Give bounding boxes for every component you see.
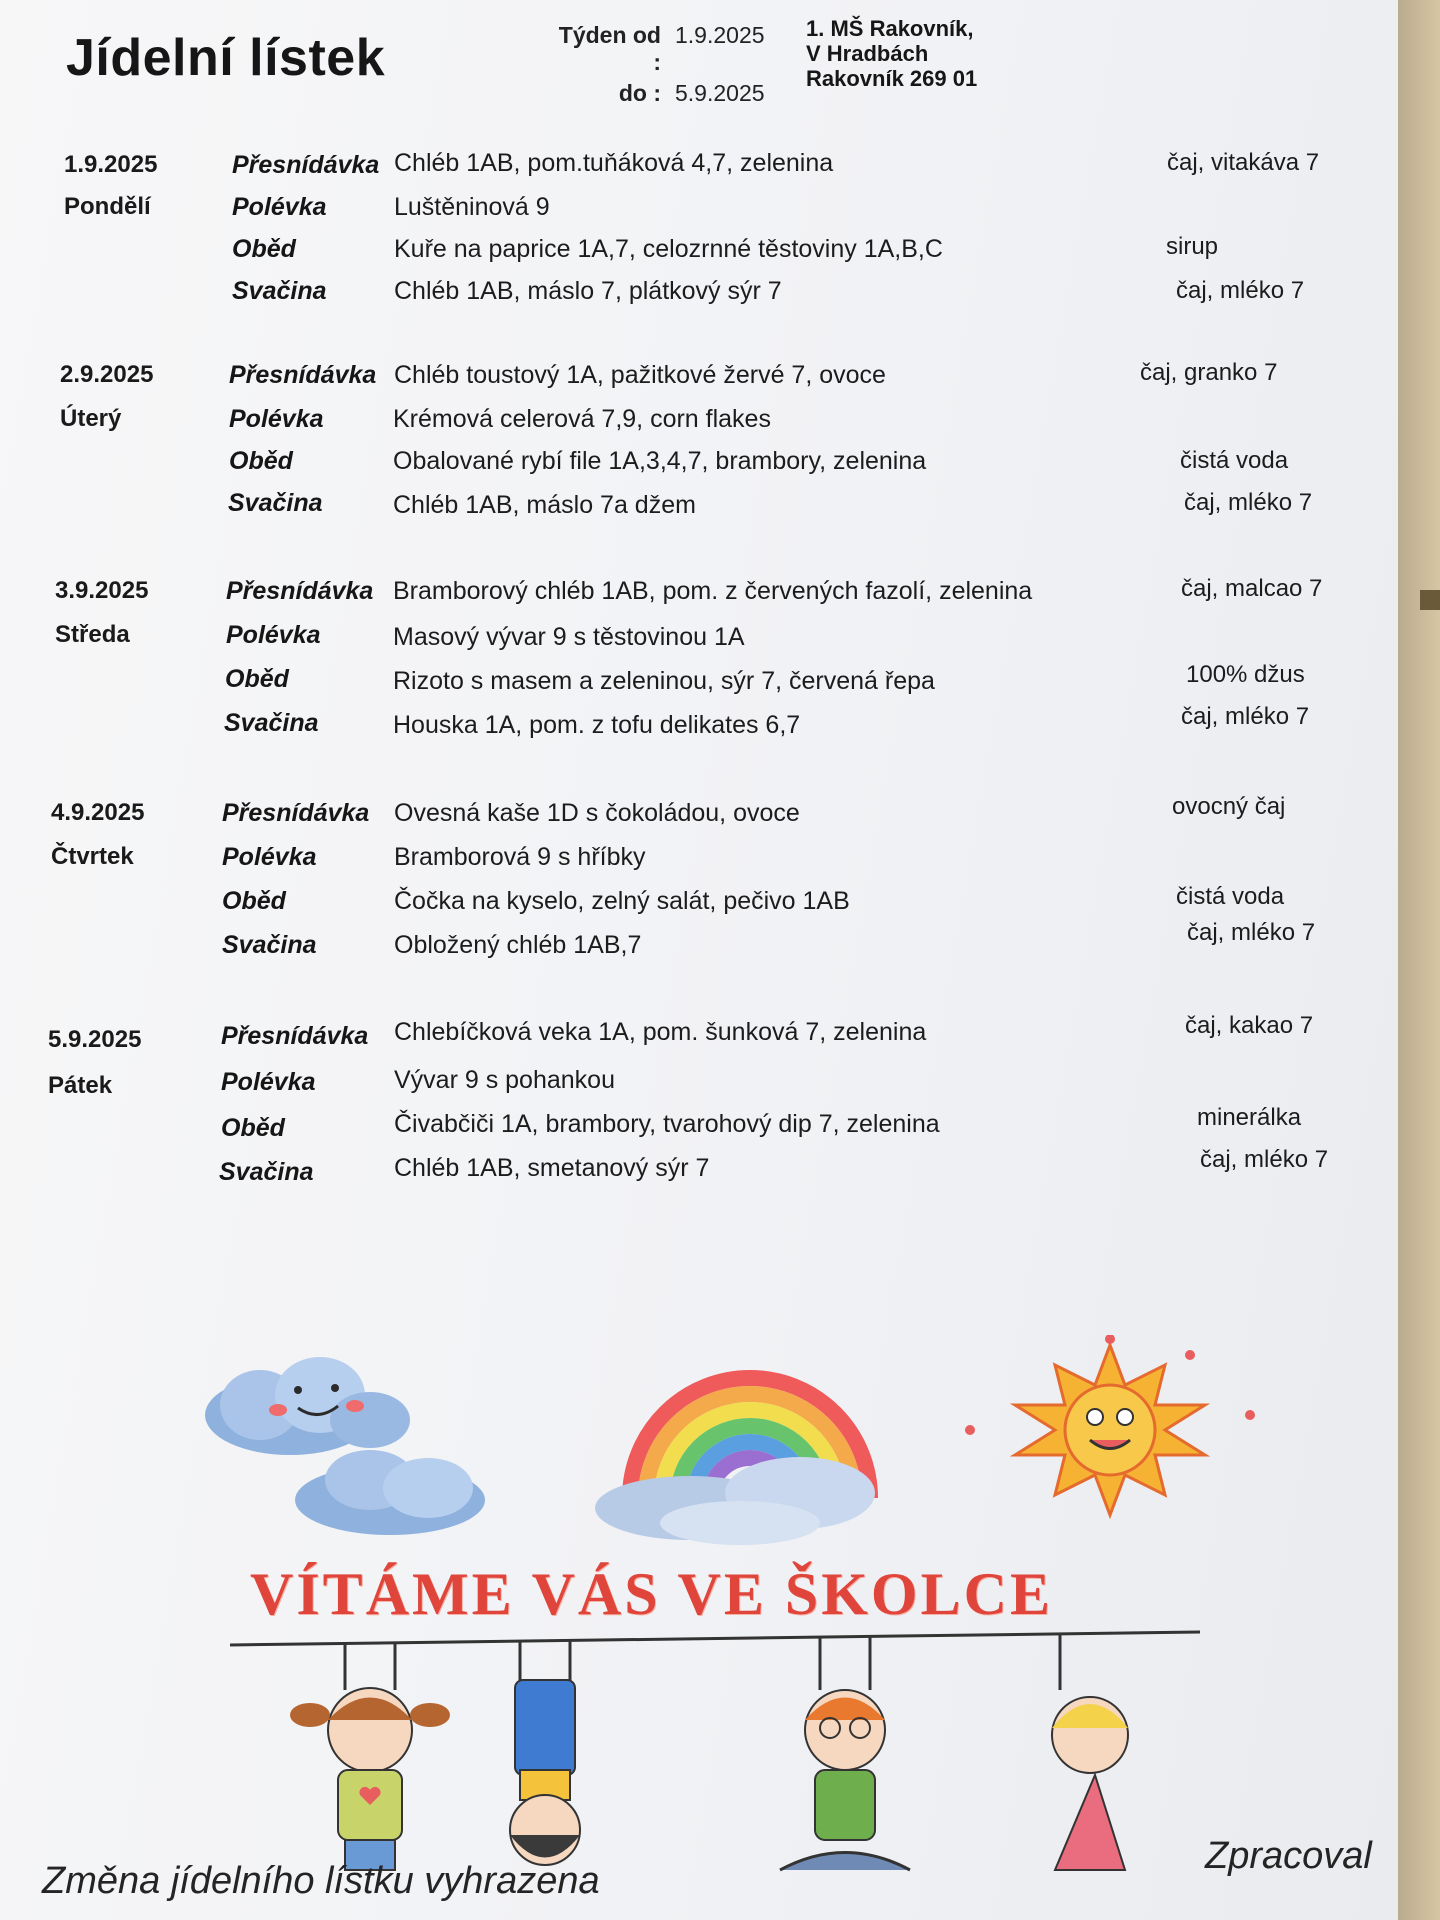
meal-drink: čaj, mléko 7 [1176, 277, 1305, 304]
meal-drink: čaj, granko 7 [1140, 359, 1278, 386]
meal-type: Polévka [226, 621, 321, 649]
meal-type: Svačina [224, 709, 319, 737]
meal-drink: čistá voda [1176, 883, 1285, 910]
meal-description: Masový vývar 9 s těstovinou 1A [393, 623, 745, 651]
meal-description: Chléb toustový 1A, pažitkové žervé 7, ovoce [394, 361, 886, 389]
day-date: 2.9.2025 [60, 361, 154, 388]
meal-description: Chléb 1AB, máslo 7a džem [393, 491, 696, 519]
meal-type: Polévka [229, 405, 324, 433]
meal-type: Oběd [222, 887, 286, 915]
meal-drink: 100% džus [1186, 661, 1305, 688]
table-edge [1420, 590, 1440, 610]
meal-row [0, 441, 1398, 483]
meal-type: Oběd [232, 235, 296, 263]
school-address [806, 16, 977, 91]
meal-row [0, 187, 1398, 229]
meal-description: Vývar 9 s pohankou [394, 1066, 615, 1094]
meal-row [0, 229, 1398, 271]
day-date: 3.9.2025 [55, 577, 149, 604]
meal-type: Přesnídávka [229, 361, 377, 389]
meal-type: Polévka [222, 843, 317, 871]
meal-description: Obalované rybí file 1A,3,4,7, brambory, zelenina [393, 447, 927, 475]
school-city: Rakovník 269 01 [806, 66, 978, 91]
meal-drink: sirup [1166, 233, 1219, 260]
meal-type: Svačina [222, 931, 317, 959]
menu-change-note: Změna jídelního lístku vyhrazena [42, 1860, 600, 1902]
table-surface [1398, 0, 1440, 1920]
meal-type: Přesnídávka [222, 799, 370, 827]
meal-drink: čaj, vitakáva 7 [1167, 149, 1320, 176]
meal-description: Čočka na kyselo, zelný salát, pečivo 1AB [394, 887, 850, 915]
meal-description: Obložený chléb 1AB,7 [394, 931, 642, 959]
meal-description: Luštěninová 9 [394, 193, 550, 221]
prepared-by-label: Zpracoval [1205, 1835, 1372, 1877]
school-street: V Hradbách [806, 41, 929, 66]
meal-row [0, 617, 1398, 659]
welcome-banner: VÍTÁME VÁS VE ŠKOLCE [250, 1561, 1053, 1627]
meal-row [0, 705, 1398, 747]
sun-icon [960, 1335, 1260, 1525]
day-name: Pátek [48, 1072, 113, 1099]
page-title: Jídelní lístek [66, 29, 386, 87]
day-name: Středa [55, 621, 130, 648]
meal-description: Čivabčiči 1A, brambory, tvarohový dip 7, zelenina [394, 1110, 940, 1138]
meal-drink: čaj, malcao 7 [1181, 575, 1323, 602]
meal-row [0, 919, 1398, 973]
meal-type: Oběd [221, 1114, 285, 1142]
meal-description: Chléb 1AB, pom.tuňáková 4,7, zelenina [394, 149, 834, 177]
meal-description: Chlebíčková veka 1A, pom. šunková 7, zelenina [394, 1018, 927, 1046]
meal-type: Polévka [232, 193, 327, 221]
meal-row [0, 1104, 1398, 1154]
meal-row [0, 573, 1398, 615]
meal-row [0, 841, 1398, 883]
meal-type: Svačina [228, 489, 323, 517]
meal-description: Kuře na paprice 1A,7, celozrnné těstoviny 1A,B,C [394, 235, 943, 263]
meal-row [0, 399, 1398, 441]
week-to-label: do : [618, 80, 661, 106]
meal-description: Chléb 1AB, smetanový sýr 7 [394, 1154, 710, 1182]
meal-type: Přesnídávka [226, 577, 374, 605]
meal-description: Bramborová 9 s hříbky [394, 843, 646, 871]
week-range [545, 22, 795, 107]
meal-type: Svačina [232, 277, 327, 305]
meal-description: Chléb 1AB, máslo 7, plátkový sýr 7 [394, 277, 782, 305]
meal-row [0, 1146, 1398, 1200]
meal-description: Rizoto s masem a zeleninou, sýr 7, červená řepa [393, 667, 935, 695]
meal-type: Svačina [219, 1158, 314, 1186]
school-name: 1. MŠ Rakovník, [806, 16, 974, 41]
meal-row [0, 1068, 1398, 1110]
meal-description: Bramborový chléb 1AB, pom. z červených fazolí, zelenina [393, 577, 1033, 605]
meal-type: Oběd [229, 447, 293, 475]
rainbow-icon [580, 1318, 920, 1548]
meal-drink: čistá voda [1180, 447, 1289, 474]
meal-row [0, 661, 1398, 703]
meal-row [0, 793, 1398, 839]
meal-drink: čaj, mléko 7 [1200, 1146, 1329, 1173]
meal-row [0, 145, 1398, 187]
meal-drink: minerálka [1197, 1104, 1302, 1131]
week-from-date: 1.9.2025 [675, 22, 765, 48]
meal-drink: čaj, mléko 7 [1184, 489, 1313, 516]
meal-description: Krémová celerová 7,9, corn flakes [393, 405, 771, 433]
day-name: Čtvrtek [51, 843, 134, 870]
meal-type: Oběd [225, 665, 289, 693]
day-date: 4.9.2025 [51, 799, 145, 826]
day-name: Úterý [60, 405, 122, 432]
meal-type: Polévka [221, 1068, 316, 1096]
meal-drink: ovocný čaj [1172, 793, 1286, 820]
meal-drink: čaj, kakao 7 [1185, 1012, 1314, 1039]
meal-description: Ovesná kaše 1D s čokoládou, ovoce [394, 799, 800, 827]
meal-description: Houska 1A, pom. z tofu delikates 6,7 [393, 711, 801, 739]
day-date: 1.9.2025 [64, 151, 158, 178]
week-to-date: 5.9.2025 [675, 80, 765, 106]
meal-type: Přesnídávka [221, 1022, 369, 1050]
meal-drink: čaj, mléko 7 [1181, 703, 1310, 730]
meal-row [0, 271, 1398, 313]
meal-drink: čaj, mléko 7 [1187, 919, 1316, 946]
cloud-icon [170, 1350, 530, 1550]
meal-row [0, 483, 1398, 525]
day-name: Pondělí [64, 193, 151, 220]
meal-row [0, 357, 1398, 399]
meal-type: Přesnídávka [232, 151, 380, 179]
meal-row [0, 1012, 1398, 1064]
week-from-label: Týden od : [558, 22, 661, 75]
day-date: 5.9.2025 [48, 1026, 142, 1053]
